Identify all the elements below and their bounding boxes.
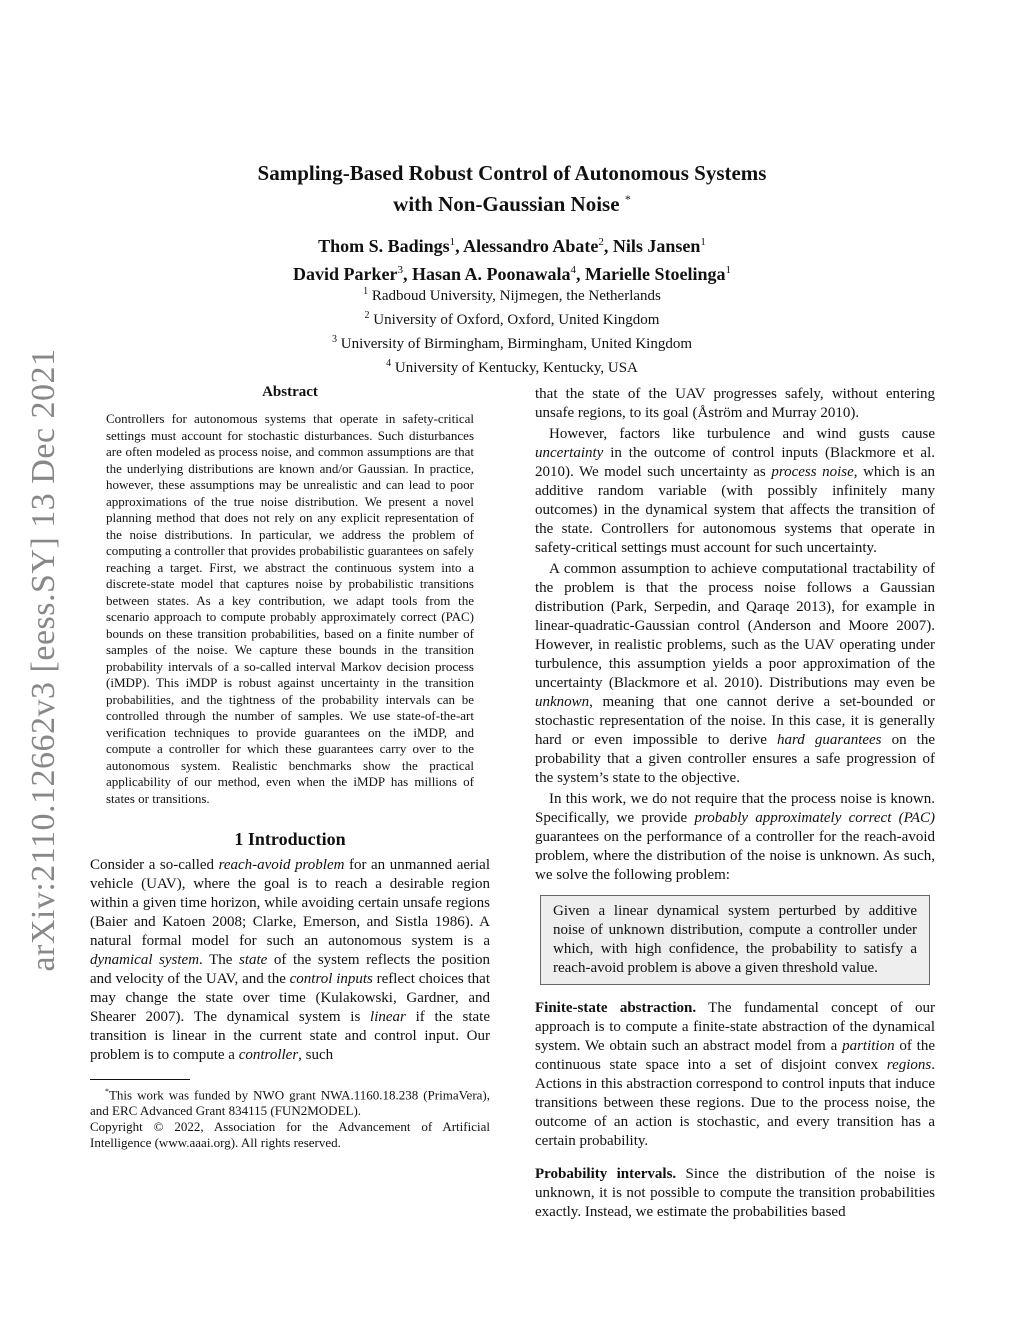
intro-paragraph-1-continued: that the state of the UAV progresses safely, without entering unsafe regions, to its goal (Åström and Murray 2010). bbox=[535, 386, 935, 421]
probability-intervals-paragraph: Probability intervals. Since the distribution of the noise is unknown, it is not possible to compute the transition probabilities exactly. Instead, we estimate the probabilities based bbox=[535, 1166, 935, 1220]
probability-intervals-heading: Probability intervals. bbox=[535, 1166, 677, 1182]
intro-paragraph-1: Consider a so-called reach-avoid problem for an unmanned aerial vehicle (UAV), where the goal is to reach a desirable region within a given time horizon, while avoiding certain unsafe regions (Baier and Katoen 2008; Clarke, Emerson, and Sistla 1986). A natural formal model for such an autonomous system is a dynamical system. The state of the system reflects the position and velocity of the UAV, and the control inputs reflect choices that may change the state over time (Kulakowski, Gardner, and Shearer 2007). The dynamical system is linear if the state transition is linear in the current state and control input. Our problem is to compute a controller, such bbox=[90, 857, 491, 1063]
affiliations bbox=[120, 282, 904, 378]
intro-paragraph-3: A common assumption to achieve computational tractability of the problem is that the process noise follows a Gaussian distribution (Park, Serpedin, and Qaraqe 2013), for example in linear-quadratic-Gaussian control (Anderson and Moore 2007). However, in realistic problems, such as the UAV operating under turbulence, this assumption yields a poor approximation of the uncertainty (Blackmore et al. 2010). Distributions may even be unknown, meaning that one cannot derive a set-bounded or stochastic representation of the noise. In this case, it is generally hard or even impossible to derive hard guarantees on the probability that a given controller ensures a safe progression of the system’s state to the objective. bbox=[535, 561, 935, 786]
author-name: David Parker bbox=[293, 264, 398, 284]
intro-paragraph-4: In this work, we do not require that the process noise is known. Specifically, we provide probably approximately correct (PAC) guarantees on the performance of a controller for the reach-avoid problem, where the distribution of the noise is unknown. As such, we solve the following problem: bbox=[535, 791, 935, 883]
title-line-1: Sampling-Based Robust Control of Autonomous Systems bbox=[257, 161, 767, 185]
paper-title bbox=[120, 160, 904, 217]
authors-line-2: David Parker$^3$, Hasan A. Poonawala$^4$, Marielle Stoelinga$^1$ bbox=[293, 264, 731, 284]
arxiv-identifier: arXiv:2110.12662v3 [eess.SY] 13 Dec 2021 bbox=[25, 348, 62, 972]
abstract-heading: Abstract bbox=[262, 384, 318, 400]
author-list bbox=[120, 230, 904, 286]
affiliation-line: $^3$ University of Birmingham, Birmingham, United Kingdom bbox=[332, 334, 692, 352]
affiliation-line: $^1$ Radboud University, Nijmegen, the Netherlands bbox=[363, 286, 661, 304]
author-name: Alessandro Abate bbox=[463, 236, 599, 256]
funding-footnote: *This work was funded by NWO grant NWA.1160.18.238 (PrimaVera), and ERC Advanced Grant 834115 (FUN2MODEL). bbox=[90, 1087, 490, 1119]
affiliation-line: $^4$ University of Kentucky, Kentucky, USA bbox=[386, 358, 638, 376]
author-name: Hasan A. Poonawala bbox=[411, 264, 571, 284]
footnote-divider bbox=[90, 1079, 190, 1080]
title-line-2: with Non-Gaussian Noise * bbox=[393, 192, 631, 216]
problem-statement-box: Given a linear dynamical system perturbed by additive noise of unknown distribution, compute a controller under which, with high confidence, the probability to satisfy a reach-avoid problem is above a given threshold value. bbox=[540, 895, 930, 985]
author-name: Marielle Stoelinga bbox=[585, 264, 726, 284]
author-name: Nils Jansen bbox=[612, 236, 701, 256]
authors-line-1: Thom S. Badings$^1$, Alessandro Abate$^2$, Nils Jansen$^1$ bbox=[318, 236, 706, 256]
abstract-text: Controllers for autonomous systems that operate in safety-critical settings must account for stochastic disturbances. Such disturbances are often modeled as process noise, and common assumptions are that the underlying distributions are known and/or Gaussian. In practice, however, these assumptions may be unrealistic and can lead to poor approximations of the true noise distribution. We present a novel planning method that does not rely on any explicit representation of the noise distributions. In particular, we address the problem of computing a controller that provides probabilistic guarantees on safely reaching a target. First, we abstract the continuous system into a discrete-state model that captures noise by probabilistic transitions between states. As a key contribution, we adapt tools from the scenario approach to compute probably approximately correct (PAC) bounds on these transition probabilities, based on a finite number of samples of the noise. We capture these bounds in the transition probability intervals of a so-called interval Markov decision process (iMDP). This iMDP is robust against uncertainty in the transition probabilities, and the tightness of the probability intervals can be controlled through the number of samples. We use state-of-the-art verification techniques to provide guarantees on the iMDP, and compute a controller for which these guarantees carry over to the autonomous system. Realistic benchmarks show the practical applicability of our method, even when the iMDP has millions of states or transitions. bbox=[106, 411, 474, 806]
finite-state-abstraction-heading: Finite-state abstraction. bbox=[535, 1000, 697, 1016]
section-heading-introduction: 1 Introduction bbox=[234, 829, 346, 849]
right-column bbox=[535, 385, 935, 1222]
title-footnote-mark: * bbox=[624, 192, 631, 206]
intro-paragraph-2: However, factors like turbulence and wind gusts cause uncertainty in the outcome of control inputs (Blackmore et al. 2010). We model such uncertainty as process noise, which is an additive random variable (with possibly infinitely many outcomes) in the dynamical system that affects the transition of the state. Controllers for autonomous systems that operate in safety-critical settings must account for such uncertainty. bbox=[535, 426, 935, 556]
copyright-notice: Copyright © 2022, Association for the Advancement of Artificial Intelligence (www.aaai.org). All rights reserved. bbox=[90, 1119, 490, 1151]
author-name: Thom S. Badings bbox=[318, 236, 450, 256]
affiliation-line: $^2$ University of Oxford, Oxford, United Kingdom bbox=[364, 310, 660, 328]
finite-state-abstraction-paragraph: Finite-state abstraction. The fundamental concept of our approach is to compute a finite-state abstraction of the dynamical system. We obtain such an abstract model from a partition of the continuous state space into a set of disjoint convex regions. Actions in this abstraction correspond to control inputs that induce transitions between these regions. Due to the process noise, the outcome of an action is stochastic, and every transition has a certain probability. bbox=[535, 1000, 935, 1149]
left-column bbox=[90, 384, 490, 1151]
